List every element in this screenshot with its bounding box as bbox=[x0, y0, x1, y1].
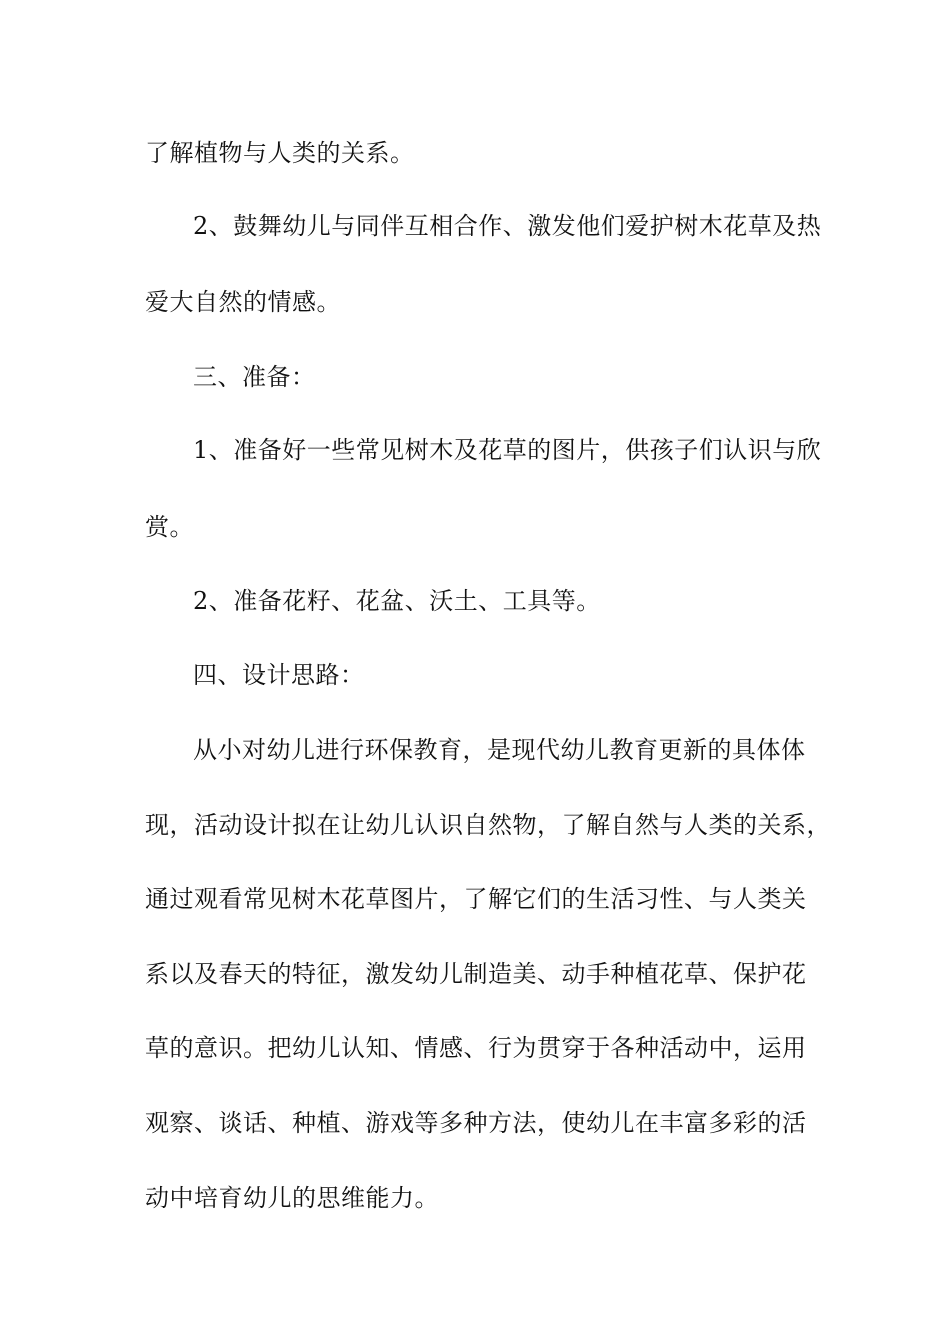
text-line: 通过观看常见树木花草图片，了解它们的生活习性、与人类关 bbox=[145, 885, 807, 913]
text-line: 爱大自然的情感。 bbox=[145, 288, 341, 316]
text-line: 动中培育幼儿的思维能力。 bbox=[145, 1184, 439, 1212]
text-line: 2、鼓舞幼儿与同伴互相合作、激发他们爱护树木花草及热 bbox=[193, 212, 822, 240]
text-line: 草的意识。把幼儿认知、情感、行为贯穿于各种活动中，运用 bbox=[145, 1034, 807, 1062]
text-line: 观察、谈话、种植、游戏等多种方法，使幼儿在丰富多彩的活 bbox=[145, 1109, 807, 1137]
text-line: 现，活动设计拟在让幼儿认识自然物，了解自然与人类的关系， bbox=[145, 811, 831, 839]
text-line: 1、准备好一些常见树木及花草的图片，供孩子们认识与欣 bbox=[193, 436, 822, 464]
section-heading: 三、准备： bbox=[193, 363, 316, 391]
text-line: 2、准备花籽、花盆、沃土、工具等。 bbox=[193, 587, 601, 615]
text-line: 从小对幼儿进行环保教育，是现代幼儿教育更新的具体体 bbox=[193, 736, 806, 764]
text-line: 赏。 bbox=[145, 513, 194, 541]
text-line: 了解植物与人类的关系。 bbox=[145, 139, 415, 167]
section-heading: 四、设计思路： bbox=[193, 661, 365, 689]
text-line: 系以及春天的特征，激发幼儿制造美、动手种植花草、保护花 bbox=[145, 960, 807, 988]
